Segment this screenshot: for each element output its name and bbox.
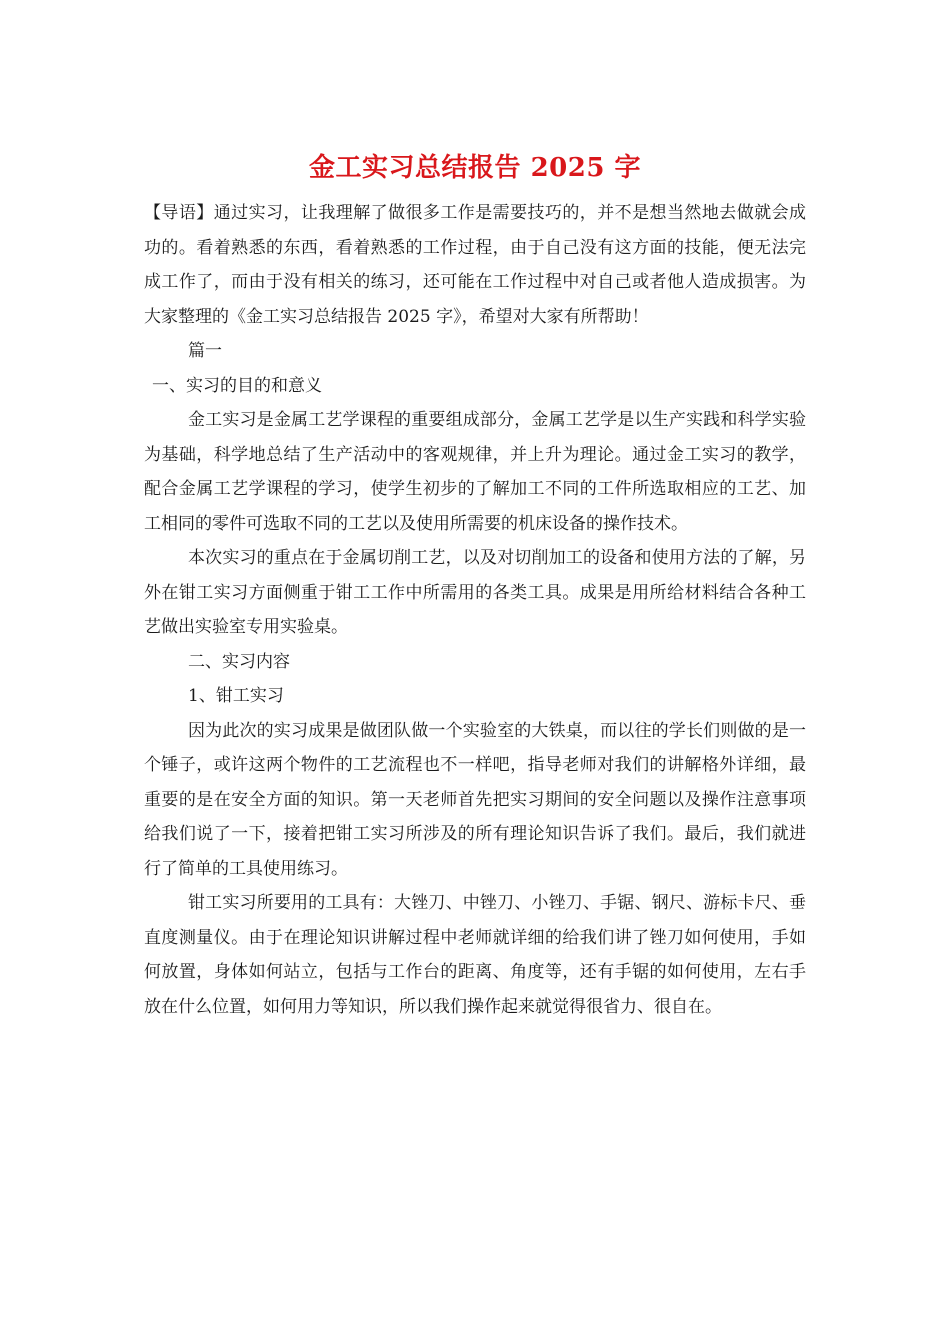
subsection-heading-fitter: 1、钳工实习 <box>188 686 284 706</box>
part-label: 篇一 <box>188 341 222 361</box>
section-heading-purpose: 一、实习的目的和意义 <box>152 375 322 396</box>
body-paragraph: 钳工实习所要用的工具有：大锉刀、中锉刀、小锉刀、手锯、钢尺、游标卡尺、垂直度测量仪。由于在理论知识讲解过程中老师就详细的给我们讲了锉刀如何使用，手如何放置，身体如何站立，包括与工作台的距离、角度等，还有手锯的如何使用，左右手放在什么位置，如何用力等知识，所以我们操作起来就觉得很省力、很自在。 <box>144 893 806 1017</box>
body-paragraph: 本次实习的重点在于金属切削工艺，以及对切削加工的设备和使用方法的了解，另外在钳工实习方面侧重于钳工工作中所需用的各类工具。成果是用所给材料结合各种工艺做出实验室专用实验桌。 <box>144 548 806 637</box>
document-page <box>144 148 806 1024</box>
intro-paragraph: 【导语】通过实习，让我理解了做很多工作是需要技巧的，并不是想当然地去做就会成功的。看着熟悉的东西，看着熟悉的工作过程，由于自己没有这方面的技能，便无法完成工作了，而由于没有相关的练习，还可能在工作过程中对自己或者他人造成损害。为大家整理的《金工实习总结报告 2025 字》，希望对大家有所帮助！ <box>144 203 806 327</box>
document-title: 金工实习总结报告 2025 字 <box>309 153 641 183</box>
body-paragraph: 金工实习是金属工艺学课程的重要组成部分，金属工艺学是以生产实践和科学实验为基础，科学地总结了生产活动中的客观规律，并上升为理论。通过金工实习的教学，配合金属工艺学课程的学习，使学生初步的了解加工不同的工件所选取相应的工艺、加工相同的零件可选取不同的工艺以及使用所需要的机床设备的操作技术。 <box>144 410 806 534</box>
section-heading-content: 二、实习内容 <box>188 651 290 672</box>
body-paragraph: 因为此次的实习成果是做团队做一个实验室的大铁桌，而以往的学长们则做的是一个锤子，或许这两个物件的工艺流程也不一样吧，指导老师对我们的讲解格外详细，最重要的是在安全方面的知识。第一天老师首先把实习期间的安全问题以及操作注意事项给我们说了一下，接着把钳工实习所涉及的所有理论知识告诉了我们。最后，我们就进行了简单的工具使用练习。 <box>144 720 806 879</box>
